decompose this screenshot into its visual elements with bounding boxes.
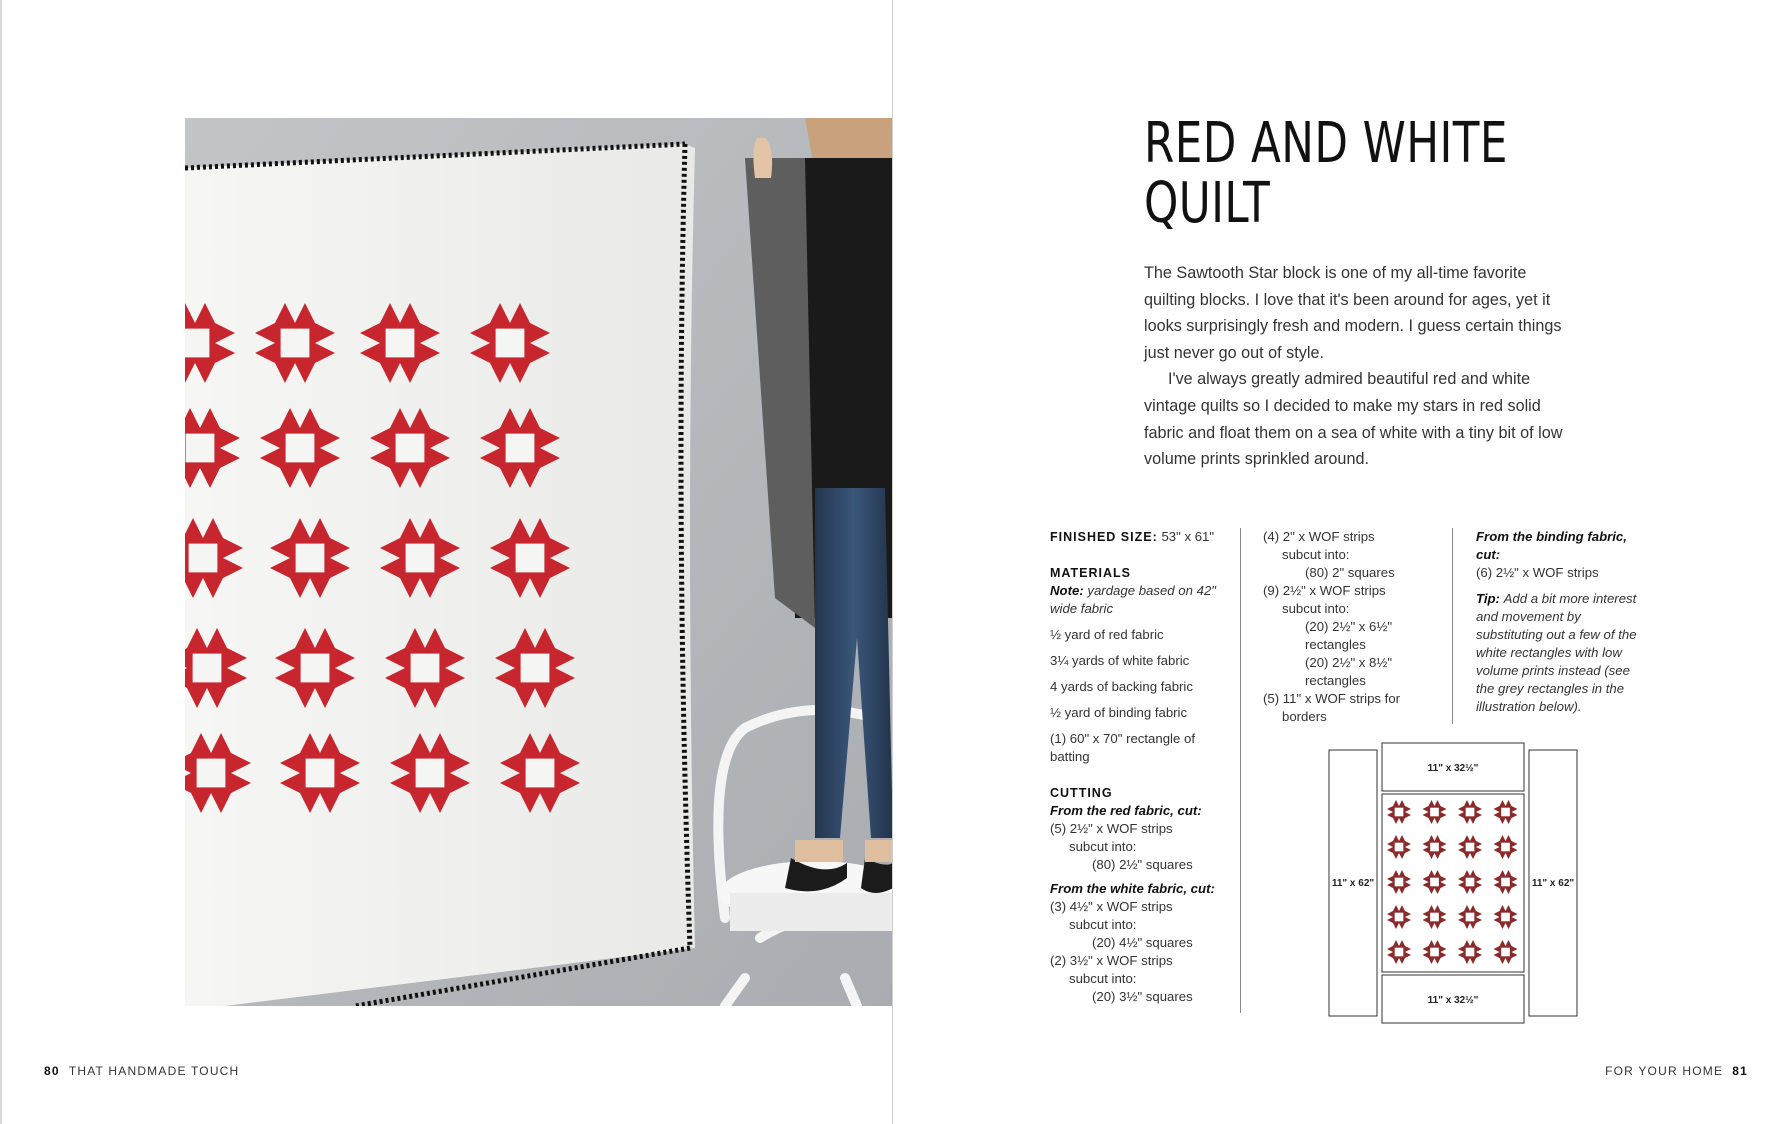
cutting-line: (80) 2½" squares <box>1092 857 1193 872</box>
cutting-line: (20) 2½" x 8½" <box>1305 655 1393 670</box>
cutting-line: subcut into: <box>1069 839 1137 854</box>
cutting-line: (6) 2½" x WOF strips <box>1476 565 1599 580</box>
materials-item: ½ yard of red fabric <box>1050 627 1164 642</box>
bottom-border-label: 11" x 32½" <box>1427 995 1479 1006</box>
cutting-line: (2) 3½" x WOF strips <box>1050 953 1173 968</box>
cutting-line: (80) 2" squares <box>1305 565 1395 580</box>
cutting-line: (5) 11" x WOF strips for <box>1263 691 1401 706</box>
intro-paragraph: The Sawtooth Star block is one of my all-time favorite quilting blocks. I love that it's been around for ages, yet it looks surprisingly fresh and modern. I guess certain things just never go out of style. <box>1144 264 1562 362</box>
materials-note <box>1050 582 1240 618</box>
intro-paragraph: I've always greatly admired beautiful red and white vintage quilts so I decided to make my stars in red solid fabric and float them on a sea of white with a tiny bit of low volume prints sprinkled around. <box>1144 370 1563 469</box>
cutting-column <box>1263 528 1433 726</box>
cutting-line: (20) 2½" x 6½" <box>1305 619 1393 634</box>
cutting-line: rectangles <box>1305 637 1366 652</box>
cutting-line: rectangles <box>1305 673 1366 688</box>
chair-apron <box>730 893 893 931</box>
finished-size <box>1050 528 1240 546</box>
finished-size-value: 53" x 61" <box>1161 529 1215 544</box>
tip-text: Add a bit more interest and movement by substituting out a few of the white rectangles with low volume prints instead (see the grey rectangles in the illustration below). <box>1476 591 1637 714</box>
materials-heading: MATERIALS <box>1050 566 1131 580</box>
cutting-line: (3) 4½" x WOF strips <box>1050 899 1173 914</box>
white-fabric-heading: From the white fabric, cut: <box>1050 881 1215 896</box>
right-folio <box>1605 1064 1748 1078</box>
materials-column <box>1050 528 1240 1006</box>
quilt-photo-image <box>185 118 893 1006</box>
binding-column <box>1476 528 1646 716</box>
right-running-head: FOR YOUR HOME <box>1605 1064 1724 1078</box>
cutting-line: (5) 2½" x WOF strips <box>1050 821 1173 836</box>
tip <box>1476 590 1646 716</box>
page-edge <box>0 0 2 1124</box>
cutting-heading: CUTTING <box>1050 786 1113 800</box>
cutting-line: (9) 2½" x WOF strips <box>1263 583 1386 598</box>
page-title: RED AND WHITE QUILT <box>1144 111 1508 236</box>
cutting-line: (20) 3½" squares <box>1092 989 1193 1004</box>
column-divider <box>1240 528 1241 1013</box>
note-text: yardage based on 42" wide fabric <box>1050 583 1216 616</box>
finished-size-label: FINISHED SIZE: <box>1050 530 1158 544</box>
right-page-number: 81 <box>1732 1064 1748 1078</box>
cutting-line: borders <box>1282 709 1327 724</box>
quilt <box>185 144 695 1006</box>
left-border-label: 11" x 62" <box>1331 878 1375 889</box>
materials-item: 3¼ yards of white fabric <box>1050 653 1190 668</box>
note-label: Note: <box>1050 583 1084 598</box>
cutting-line: (4) 2" x WOF strips <box>1263 529 1375 544</box>
left-folio <box>44 1064 239 1078</box>
quilt-photo <box>185 118 893 1006</box>
materials-item: 4 yards of backing fabric <box>1050 679 1193 694</box>
red-fabric-heading: From the red fabric, cut: <box>1050 803 1202 818</box>
column-divider <box>1452 528 1453 724</box>
cutting-line: (20) 4½" squares <box>1092 935 1193 950</box>
intro-text <box>1144 260 1564 473</box>
binding-heading: From the binding fabric, cut: <box>1476 529 1627 562</box>
cutting-line: subcut into: <box>1069 971 1137 986</box>
quilt-layout-diagram <box>1326 740 1580 1026</box>
cutting-line: subcut into: <box>1282 601 1350 616</box>
left-page-number: 80 <box>44 1064 60 1078</box>
materials-item: (1) 60" x 70" rectangle of batting <box>1050 731 1195 764</box>
right-border-label: 11" x 62" <box>1531 878 1575 889</box>
tip-label: Tip: <box>1476 591 1500 606</box>
left-running-head: THAT HANDMADE TOUCH <box>68 1064 240 1078</box>
top-border-label: 11" x 32½" <box>1427 763 1479 774</box>
cutting-line: subcut into: <box>1069 917 1137 932</box>
cutting-line: subcut into: <box>1282 547 1350 562</box>
materials-item: ½ yard of binding fabric <box>1050 705 1188 720</box>
